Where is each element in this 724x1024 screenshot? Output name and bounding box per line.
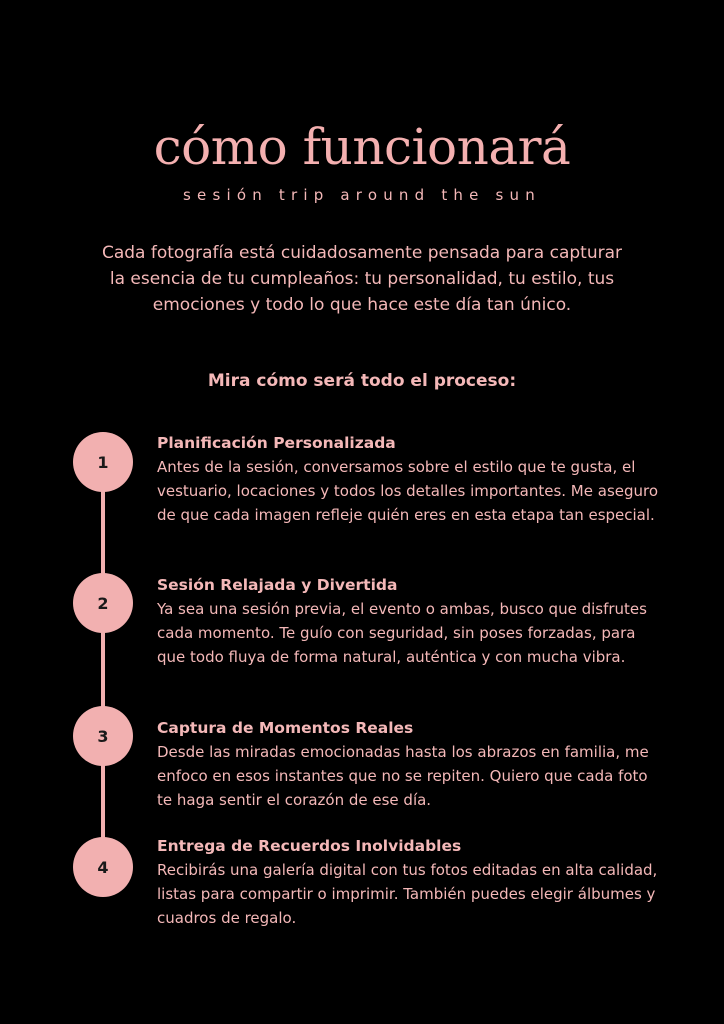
step-item <box>157 716 667 812</box>
step-item <box>157 431 667 527</box>
step-title: Sesión Relajada y Divertida <box>157 576 398 594</box>
step-title: Captura de Momentos Reales <box>157 719 414 737</box>
step-item <box>157 834 667 930</box>
step-description: Ya sea una sesión previa, el evento o ambas, busco que disfrutes cada momento. Te guío con seguridad, sin poses forzadas, para que todo fluya de forma natural, auténtica y con mucha vibra. <box>157 600 647 666</box>
timeline-line <box>101 462 105 868</box>
intro-paragraph: Cada fotografía está cuidadosamente pensada para capturar la esencia de tu cumpleaños: tu personalidad, tu estilo, tus emociones y todo lo que hace este día tan único. <box>101 243 623 315</box>
step-number-circle: 3 <box>73 706 133 766</box>
step-number-circle: 4 <box>73 837 133 897</box>
step-description: Recibirás una galería digital con tus fotos editadas en alta calidad, listas para compartir o imprimir. También puedes elegir álbumes y cuadros de regalo. <box>157 861 658 927</box>
step-number-circle: 1 <box>73 432 133 492</box>
step-description: Desde las miradas emocionadas hasta los abrazos en familia, me enfoco en esos instantes que no se repiten. Quiero que cada foto te haga sentir el corazón de ese día. <box>157 743 649 809</box>
step-title: Planificación Personalizada <box>157 434 396 452</box>
step-number-circle: 2 <box>73 573 133 633</box>
process-lead: Mira cómo será todo el proceso: <box>207 371 517 391</box>
step-title: Entrega de Recuerdos Inolvidables <box>157 837 462 855</box>
page-title: cómo funcionará <box>153 118 571 176</box>
step-item <box>157 573 667 669</box>
step-description: Antes de la sesión, conversamos sobre el estilo que te gusta, el vestuario, locaciones y todos los detalles importantes. Me aseguro de que cada imagen refleje quién eres en esta etapa tan especial. <box>157 458 659 524</box>
page-subtitle: sesión trip around the sun <box>183 186 541 204</box>
